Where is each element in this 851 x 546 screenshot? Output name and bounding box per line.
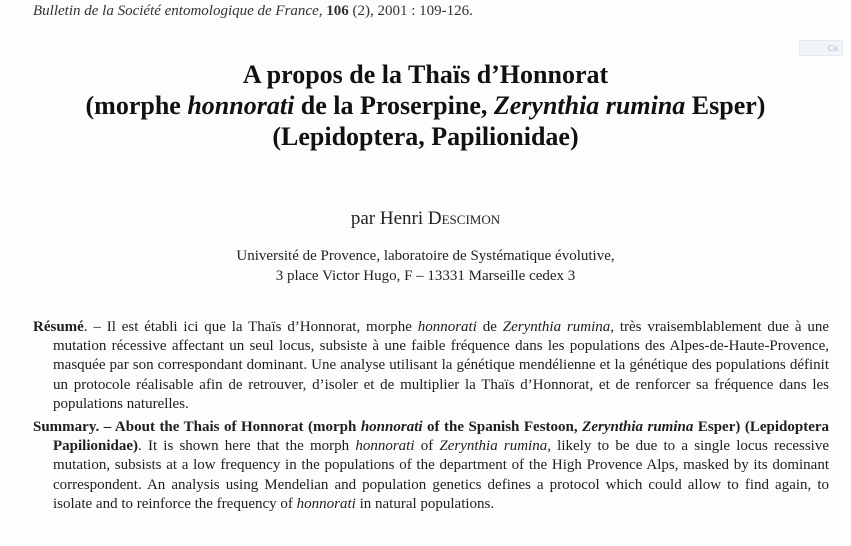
summary-text: in natural populations. — [355, 495, 495, 512]
summary-label: Summary — [33, 419, 96, 436]
author-surname: Descimon — [427, 208, 501, 229]
summary-text: , likely to be due to a single locus recessive mutation, subsists at a low frequency in the populations of the department of the High Provence Alps, masked by its dominant correspondent. An analysis using Mendelian and population genetics defines a protocol which could allow to find again, to isolate and to reinforce the frequency of — [53, 438, 830, 512]
summary-paragraph — [33, 418, 829, 514]
title-italic-species: Zerynthia rumina — [493, 91, 686, 120]
affiliation-line-1: Université de Provence, laboratoire de Systématique évolutive, — [236, 248, 615, 264]
summary-bold-text: . – About the Thais of Honnorat (morph — [95, 419, 361, 436]
summary-italic: honnorati — [355, 438, 415, 455]
resume-label: Résumé — [33, 319, 84, 335]
resume-text: , très vraisemblablement due à une mutation récessive affectant un seul locus, subsiste à une faible fréquence dans les populations des Alpes-de-Haute-Provence, masquée par son correspondant dominant. Une analyse utilisant la génétique mendélienne et la génétique des populations définit un protocole réalisable afin de retrouver, d’isoler et de multiplier la Thaïs d’Honnorat, et de renforcer sa fréquence dans les populations naturelles. — [53, 319, 829, 412]
affiliation-line-2: 3 place Victor Hugo, F – 13331 Marseille cedex 3 — [275, 268, 576, 284]
title-line-2 — [0, 90, 851, 121]
title-text: (morphe — [85, 91, 188, 120]
article-title — [0, 59, 851, 152]
journal-issue-pages: (2), 2001 : 109-126. — [352, 3, 473, 19]
title-text: Esper) — [685, 91, 766, 120]
resume-text: de — [476, 319, 503, 335]
title-text: de la Proserpine, — [294, 91, 494, 120]
journal-volume: 106 — [326, 3, 349, 19]
title-line-1: A propos de la Thaïs d’Honnorat — [242, 60, 609, 89]
summary-bold-italic: honnorati — [360, 419, 423, 436]
abstracts — [33, 318, 829, 514]
affiliation — [0, 246, 851, 286]
corner-badge[interactable]: Ca — [799, 40, 843, 56]
author-prefix: par Henri — [350, 208, 424, 229]
journal-citation — [33, 3, 473, 20]
resume-text: . – Il est établi ici que la Thaïs d’Honnorat, morphe — [83, 319, 418, 335]
resume-italic: Zerynthia rumina — [502, 319, 611, 335]
summary-bold-text: Esper) (Lepidoptera Papilionidae) — [53, 419, 830, 455]
summary-text: . It is shown here that the morph — [138, 438, 356, 455]
summary-bold-italic: Zerynthia rumina — [582, 419, 694, 436]
summary-italic: Zerynthia rumina — [439, 438, 548, 455]
journal-name: Bulletin de la Société entomologique de France, — [33, 3, 323, 19]
summary-italic: honnorati — [296, 495, 356, 512]
summary-text: of — [414, 438, 440, 455]
summary-bold-text: of the Spanish Festoon, — [422, 419, 583, 436]
resume-italic: honnorati — [417, 319, 477, 335]
resume-paragraph — [33, 318, 829, 414]
title-italic-morph: honnorati — [187, 91, 295, 120]
author-line — [0, 208, 851, 230]
title-line-3: (Lepidoptera, Papilionidae) — [272, 122, 579, 151]
